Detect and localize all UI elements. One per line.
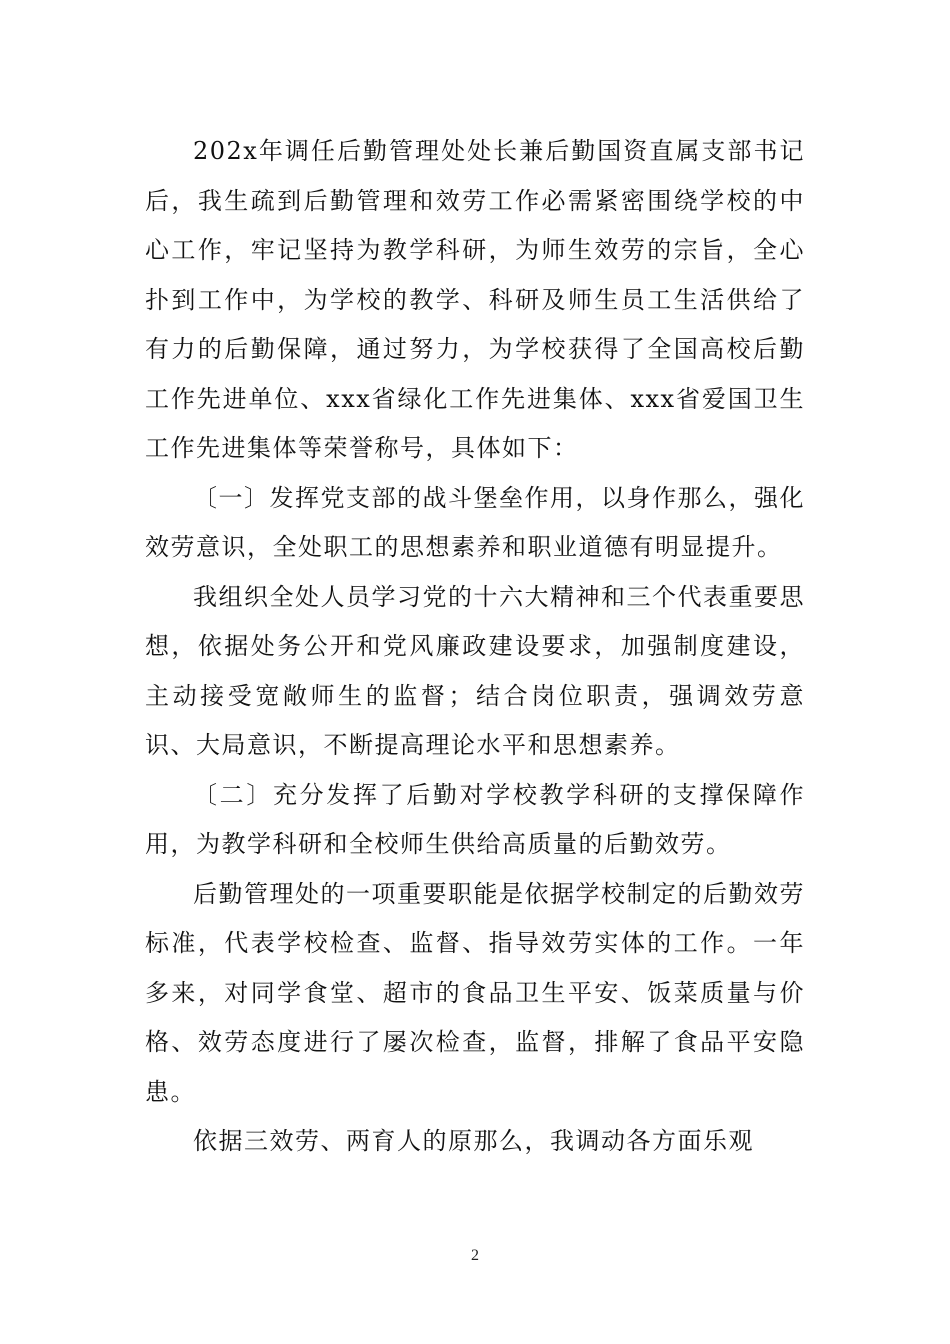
document-body: [145, 127, 805, 1167]
paragraph-intro: 202x年调任后勤管理处处长兼后勤国资直属支部书记后，我生疏到后勤管理和效劳工作必需紧密围绕学校的中心工作，牢记坚持为教学科研，为师生效劳的宗旨，全心扑到工作中，为学校的教学、科研及师生员工生活供给了有力的后勤保障，通过努力，为学校获得了全国高校后勤工作先进单位、xxx省绿化工作先进集体、xxx省爱国卫生工作先进集体等荣誉称号，具体如下：: [145, 137, 805, 462]
paragraph-principles: 依据三效劳、两育人的原那么，我调动各方面乐观: [193, 1127, 754, 1155]
page-number: 2: [471, 1247, 479, 1264]
section-heading-two: 〔二〕充分发挥了后勤对学校教学科研的支撑保障作用，为教学科研和全校师生供给高质量的后勤效劳。: [145, 780, 805, 858]
section-heading-one: 〔一〕发挥党支部的战斗堡垒作用，以身作那么，强化效劳意识，全处职工的思想素养和职业道德有明显提升。: [145, 483, 805, 561]
paragraph-logistics: 后勤管理处的一项重要职能是依据学校制定的后勤效劳标准，代表学校检查、监督、指导效劳实体的工作。一年多来，对同学食堂、超市的食品卫生平安、饭菜质量与价格、效劳态度进行了屡次检查，监督，排解了食品平安隐患。: [145, 879, 805, 1106]
paragraph-study: 我组织全处人员学习党的十六大精神和三个代表重要思想，依据处务公开和党风廉政建设要求，加强制度建设，主动接受宽敞师生的监督；结合岗位职责，强调效劳意识、大局意识，不断提高理论水平和思想素养。: [145, 582, 805, 759]
